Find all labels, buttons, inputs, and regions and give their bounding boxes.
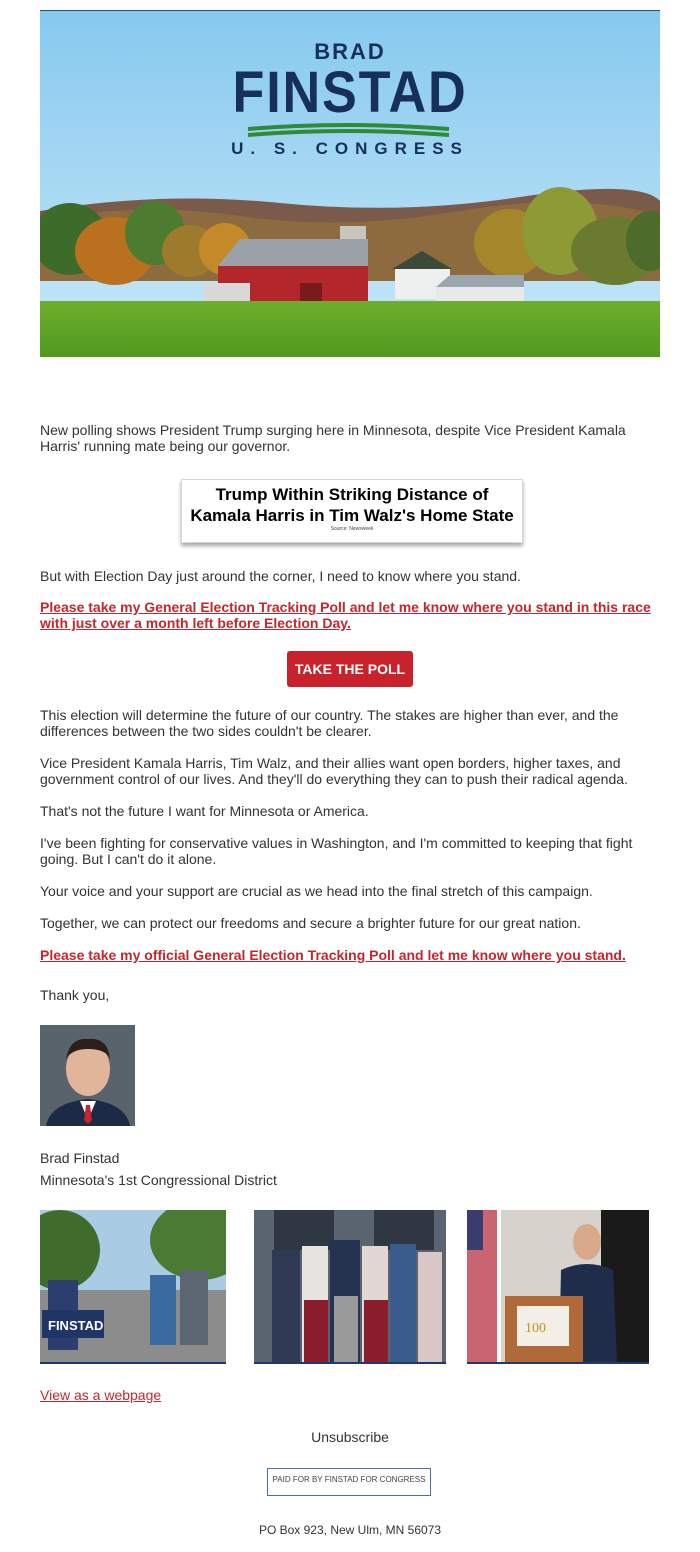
logo-first-name: BRAD: [314, 39, 386, 64]
stand-paragraph: But with Election Day just around the corner, I need to know where you stand.: [40, 568, 521, 584]
news-headline-image: [181, 479, 523, 543]
take-poll-button[interactable]: TAKE THE POLL: [287, 651, 413, 687]
view-webpage-link[interactable]: View as a webpage: [40, 1387, 162, 1403]
logo-last-name: FINSTAD: [232, 60, 468, 125]
headline-line-1: Trump Within Striking Distance of: [215, 485, 489, 504]
body-paragraph-3: That's not the future I want for Minnesota or America.: [40, 803, 369, 819]
logo-subtitle: U. S. CONGRESS: [231, 139, 469, 158]
avatar: [40, 1025, 135, 1126]
headline-source: Source: Newsweek: [330, 526, 374, 532]
intro-paragraph: New polling shows President Trump surging here in Minnesota, despite Vice President Kamala Harris' running mate being our governor.: [40, 422, 626, 454]
body-paragraph-5: Your voice and your support are crucial as we head into the final stretch of this campaign.: [40, 883, 593, 899]
poll-link-2[interactable]: Please take my official General Election Tracking Poll and let me know where you stand.: [40, 947, 626, 963]
podium-photo: [467, 1210, 649, 1364]
body-paragraph-1: This election will determine the future of our country. The stakes are higher than ever, and the differences between the two sides couldn't be clearer.: [40, 707, 619, 739]
mailing-address: PO Box 923, New Ulm, MN 56073: [258, 1523, 442, 1537]
headline-line-2: Kamala Harris in Tim Walz's Home State: [190, 506, 514, 525]
podium-text: 100: [525, 1321, 546, 1336]
closing-text: Thank you,: [40, 987, 110, 1003]
unsubscribe-link[interactable]: Unsubscribe: [311, 1429, 389, 1445]
header-banner: [40, 10, 660, 357]
portrait-image: [40, 1025, 135, 1126]
family-photo: [254, 1210, 446, 1364]
body-paragraph-6: Together, we can protect our freedoms and secure a brighter future for our great nation.: [40, 915, 581, 931]
poll-link-1[interactable]: Please take my General Election Tracking Poll and let me know where you stand in this race with just over a month left before Election Day.: [40, 599, 651, 631]
body-paragraph-2: Vice President Kamala Harris, Tim Walz, and their allies want open borders, higher taxes, and government control of our lives. And they'll do everything they can to push their radical agenda.: [40, 755, 628, 787]
signature-name: Brad Finstad: [40, 1150, 120, 1166]
body-paragraph-4: I've been fighting for conservative values in Washington, and I'm committed to keeping that fight going. But I can't do it alone.: [40, 835, 633, 867]
paid-for-disclaimer: PAID FOR BY FINSTAD FOR CONGRESS: [267, 1468, 431, 1496]
logo-field-stripes-icon: [246, 123, 451, 139]
parade-photo: [40, 1210, 226, 1364]
sign-text: FINSTAD: [48, 1318, 104, 1333]
signature-title: Minnesota's 1st Congressional District: [40, 1172, 277, 1188]
